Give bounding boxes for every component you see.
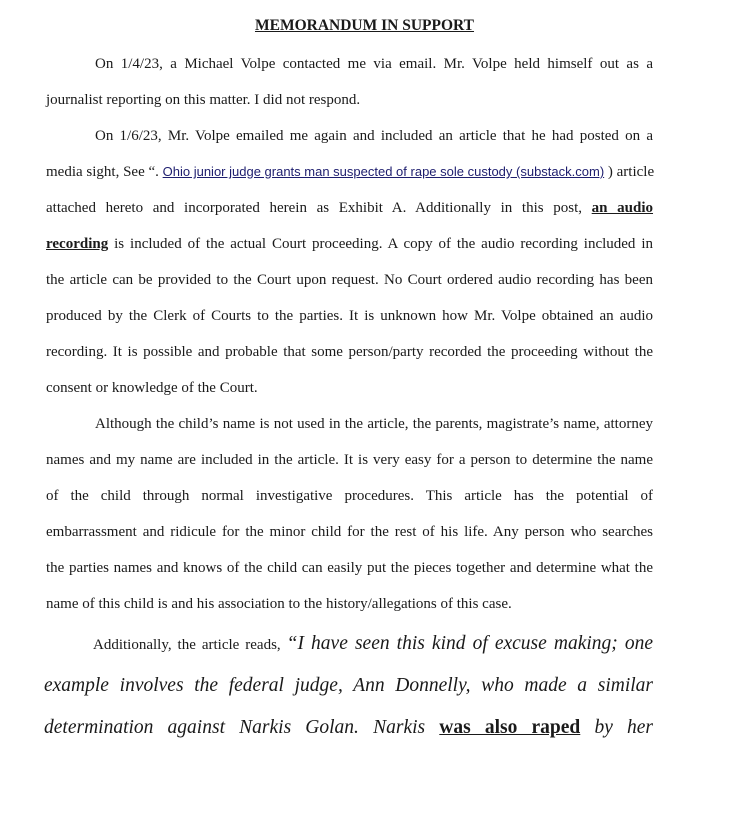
p2-line-8: consent or knowledge of the Court.: [46, 380, 258, 396]
p2-line-1: On 1/6/23, Mr. Volpe emailed me again and included an article that he had posted on a: [95, 128, 653, 144]
was-also-raped-emphasis: was also raped: [439, 717, 581, 738]
p2-line-3-pre: attached hereto and incorporated herein as Exhibit A. Additionally in this post,: [46, 200, 583, 216]
p4-line-1-pre: Additionally, the article reads,: [93, 637, 281, 653]
p2-line-3: [46, 199, 653, 217]
quote-line-3: [44, 716, 653, 740]
document-title: MEMORANDUM IN SUPPORT: [254, 17, 475, 34]
p3-line-5: the parties names and knows of the child can easily put the pieces together and determine what the: [46, 560, 653, 576]
p2-line-4-post: is included of the actual Court proceeding. A copy of the audio recording included in: [114, 236, 654, 252]
p2-line-7: recording. It is possible and probable that some person/party recorded the proceeding without the: [46, 344, 653, 360]
p3-line-6: name of this child is and his association to the history/allegations of this case.: [46, 596, 512, 612]
quote-start: “I have seen this kind of excuse making; one: [286, 633, 654, 654]
p3-line-4: embarrassment and ridicule for the minor child for the rest of his life. Any person who searches: [46, 524, 653, 540]
p2-line-2-pre: media sight, See “.: [46, 164, 159, 180]
p2-line-5: the article can be provided to the Court upon request. No Court ordered audio recording has been: [46, 272, 653, 288]
audio-recording-emphasis: an audio: [591, 200, 654, 216]
p2-line-4: [46, 235, 653, 253]
quote-line-3-post: by her: [594, 717, 654, 738]
p4-line-1: [93, 632, 653, 657]
p2-line-6: produced by the Clerk of Courts to the parties. It is unknown how Mr. Volpe obtained an audio: [46, 308, 653, 324]
p3-line-2: names and my name are included in the article. It is very easy for a person to determine the name: [46, 452, 653, 468]
p1-line-1: On 1/4/23, a Michael Volpe contacted me via email. Mr. Volpe held himself out as a: [95, 56, 653, 72]
p3-line-3: of the child through normal investigative procedures. This article has the potential of: [46, 488, 653, 504]
p1-line-2: journalist reporting on this matter. I did not respond.: [46, 92, 361, 108]
recording-emphasis: recording: [46, 236, 109, 252]
article-link[interactable]: Ohio junior judge grants man suspected of rape sole custody (substack.com): [162, 164, 605, 179]
p2-line-2-post: ) article: [607, 164, 655, 180]
p2-line-2: [46, 163, 653, 181]
quote-line-3-pre: determination against Narkis Golan. Narkis: [44, 717, 426, 738]
quote-line-2: example involves the federal judge, Ann Donnelly, who made a similar: [44, 675, 653, 696]
p3-line-1: Although the child’s name is not used in the article, the parents, magistrate’s name, attorney: [95, 416, 653, 432]
